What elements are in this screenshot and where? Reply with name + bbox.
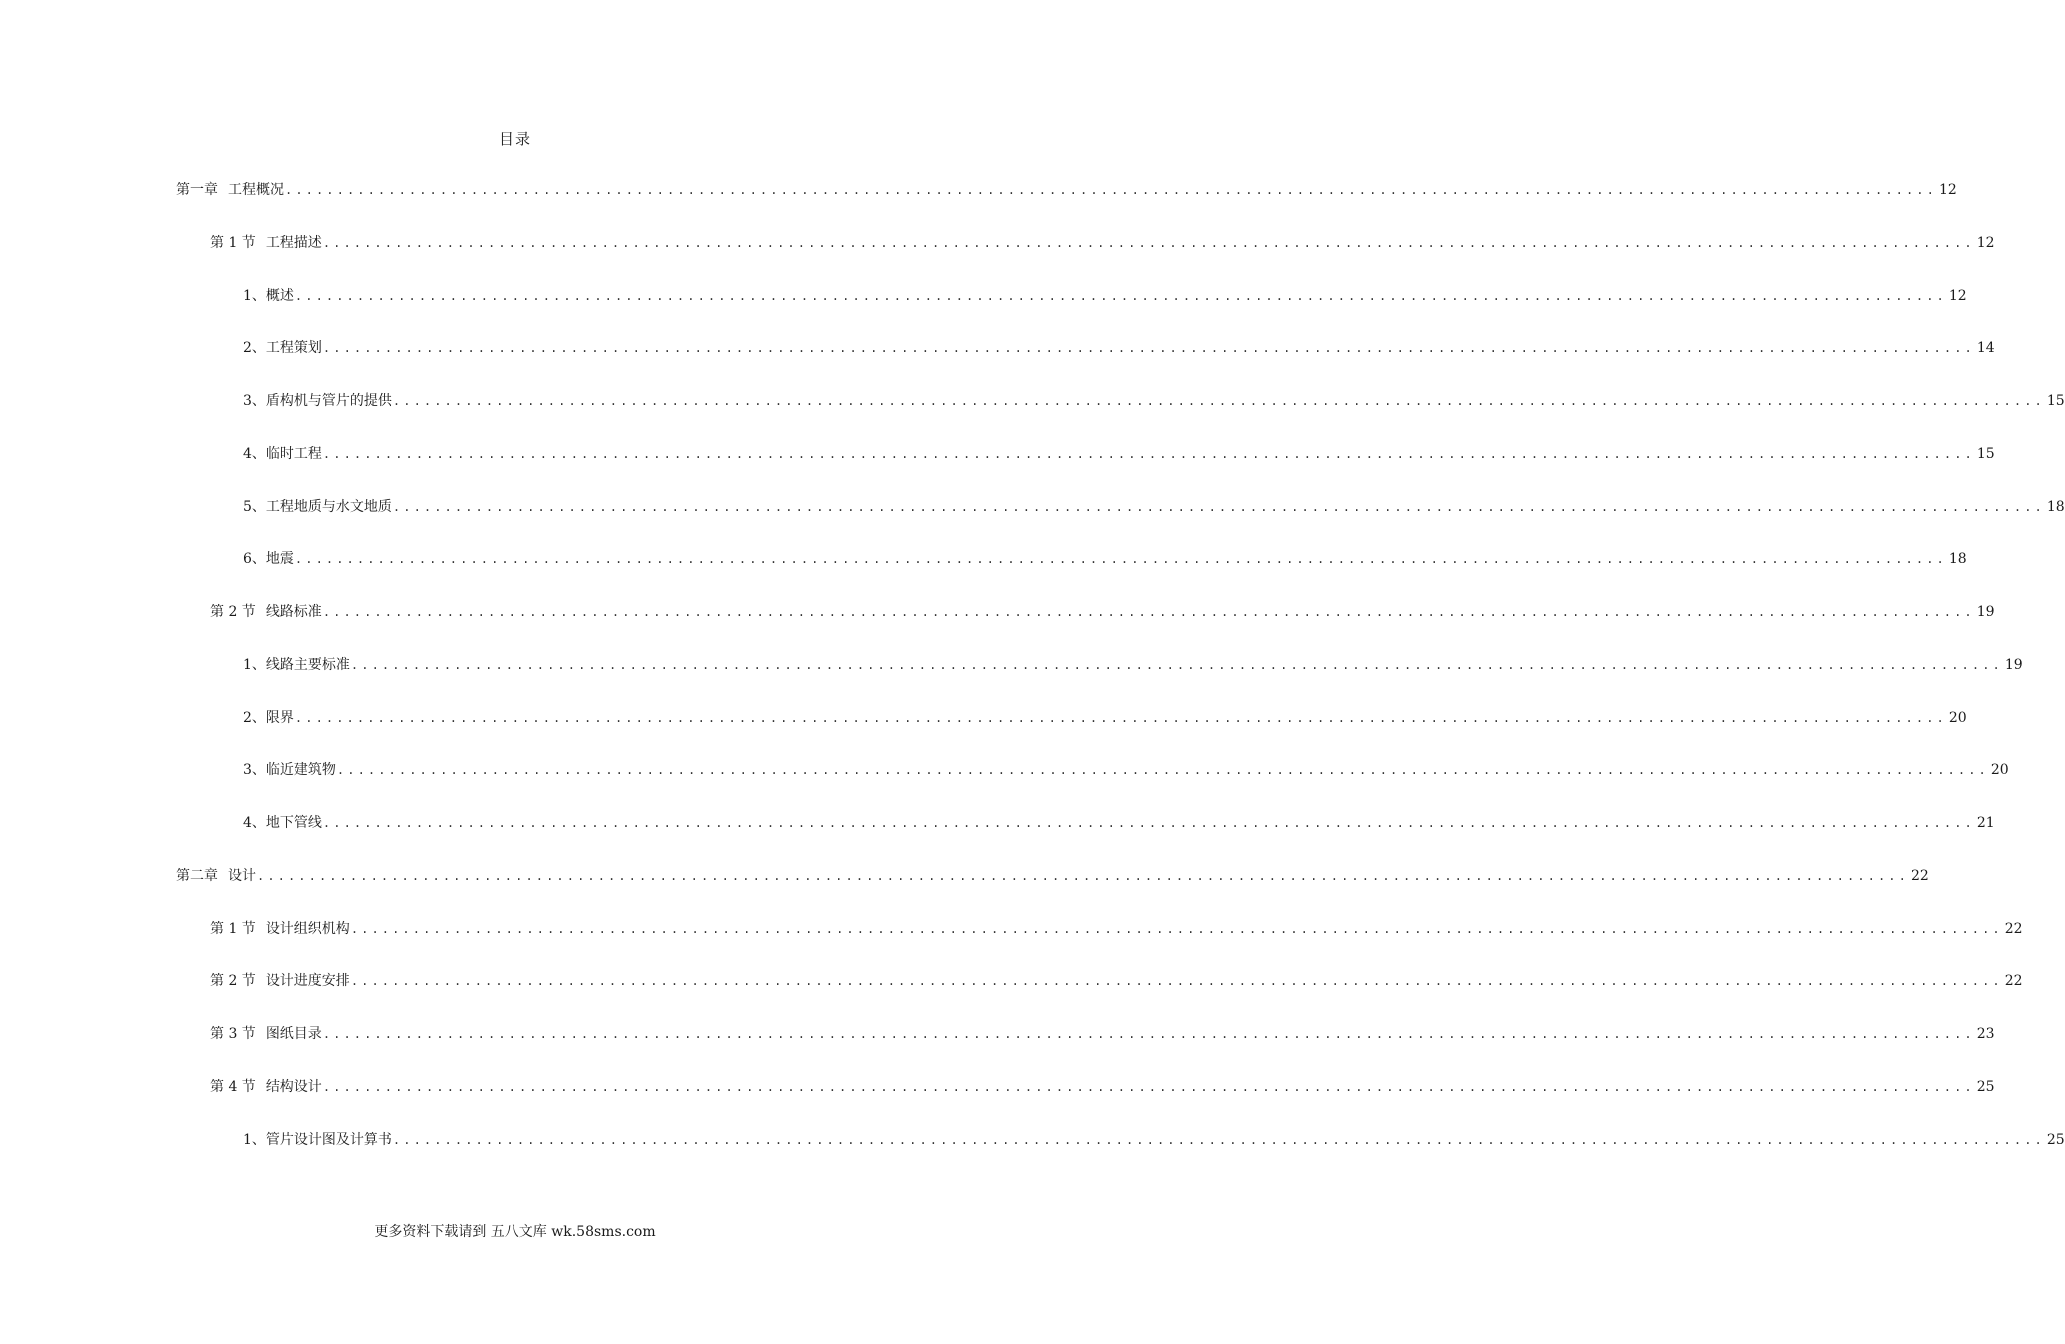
toc-entry-page: 20 — [1948, 709, 1967, 726]
toc-entry-page: 12 — [1976, 234, 1995, 251]
toc-entry-label: 管片设计图及计算书 — [265, 1131, 392, 1148]
toc-entry[interactable] — [210, 1076, 1995, 1098]
toc-dot-leader: ................................................................................................................................................................ — [392, 499, 2045, 514]
toc-entry-number: 第 2 节 — [210, 973, 256, 990]
toc-entry-number: 第 1 节 — [210, 234, 256, 251]
toc-entry-label: 设计 — [228, 867, 256, 884]
toc-entry-page: 21 — [1976, 815, 1995, 831]
toc-dot-leader: ................................................................................................................................................................ — [294, 710, 1947, 725]
toc-dot-leader: ................................................................................................................................................................ — [285, 183, 1937, 197]
toc-dot-leader: ................................................................................................................................................................ — [392, 394, 2045, 408]
toc-entry[interactable] — [243, 390, 2065, 412]
toc-entry-label: 限界 — [265, 709, 294, 726]
toc-entry-page: 22 — [1910, 867, 1929, 884]
toc-dot-leader: ................................................................................................................................................................ — [322, 446, 1975, 461]
toc-entry[interactable] — [243, 285, 1967, 307]
footer-note[interactable]: 更多资料下载请到 五八文库 wk.58sms.com — [374, 1224, 656, 1240]
toc-dot-leader: ................................................................................................................................................................ — [350, 657, 2003, 672]
toc-entry-number: 1、 — [243, 1131, 266, 1148]
toc-entry-label: 地下管线 — [265, 815, 322, 831]
toc-entry-label: 图纸目录 — [265, 1026, 322, 1042]
toc-entry-page: 12 — [1948, 287, 1967, 304]
toc-entry[interactable] — [243, 812, 1995, 834]
toc-entry-number: 2、 — [243, 709, 266, 726]
toc-entry-page: 25 — [1976, 1078, 1995, 1095]
toc-dot-leader: ................................................................................................................................................................ — [322, 235, 1975, 250]
toc-dot-leader: ................................................................................................................................................................ — [257, 868, 1909, 883]
toc-entry[interactable] — [210, 601, 1995, 623]
toc-dot-leader: ................................................................................................................................................................ — [322, 1079, 1975, 1094]
toc-entry[interactable] — [176, 179, 1957, 201]
toc-entry-page: 22 — [2004, 973, 2023, 990]
toc-entry-number: 第 2 节 — [210, 604, 256, 620]
toc-entry-number: 2、 — [243, 340, 266, 357]
toc-entry-number: 1、 — [243, 656, 266, 673]
toc-entry[interactable] — [243, 443, 1995, 465]
toc-dot-leader: ................................................................................................................................................................ — [322, 605, 1975, 619]
toc-entry[interactable] — [243, 1129, 2065, 1151]
toc-entry[interactable] — [243, 707, 1967, 729]
toc-entry-page: 25 — [2046, 1131, 2065, 1148]
toc-entry-page: 22 — [2004, 920, 2023, 937]
toc-entry-page: 18 — [2046, 498, 2065, 515]
toc-entry[interactable] — [243, 548, 1967, 570]
toc-entry-number: 1、 — [243, 287, 266, 304]
toc-entry-number: 第 3 节 — [210, 1026, 256, 1042]
toc-entry-page: 15 — [1976, 445, 1995, 462]
toc-dot-leader: ................................................................................................................................................................ — [322, 1027, 1975, 1041]
toc-entry-page: 19 — [2004, 656, 2023, 673]
toc-entry[interactable] — [210, 918, 2023, 940]
toc-entry[interactable] — [210, 232, 1995, 254]
toc-entry-label: 临时工程 — [265, 445, 322, 462]
toc-dot-leader: ................................................................................................................................................................ — [350, 974, 2003, 989]
toc-entry[interactable] — [176, 865, 1929, 887]
toc-entry-label: 线路标准 — [265, 604, 322, 620]
toc-entry-label: 设计组织机构 — [265, 920, 350, 937]
toc-entry-number: 4、 — [243, 445, 266, 462]
toc-entry-number: 6、 — [243, 551, 266, 568]
toc-entry-page: 18 — [1948, 551, 1967, 568]
toc-entry-page: 23 — [1976, 1026, 1995, 1042]
toc-entry-page: 15 — [2046, 393, 2065, 409]
toc-entry-label: 工程地质与水文地质 — [265, 498, 392, 515]
toc-dot-leader: ................................................................................................................................................................ — [336, 763, 1989, 778]
toc-title: 目录 — [498, 130, 531, 148]
toc-entry-number: 第 4 节 — [210, 1078, 256, 1095]
toc-entry-label: 盾构机与管片的提供 — [265, 393, 392, 409]
toc-entry-page: 20 — [1990, 762, 2009, 779]
toc-entry-page: 19 — [1976, 604, 1995, 620]
toc-entry-number: 4、 — [243, 815, 266, 831]
toc-entry[interactable] — [243, 654, 2023, 676]
toc-entry-page: 14 — [1976, 340, 1995, 357]
toc-entry-label: 工程描述 — [265, 234, 322, 251]
toc-dot-leader: ................................................................................................................................................................ — [294, 288, 1947, 303]
toc-dot-leader: ................................................................................................................................................................ — [322, 341, 1975, 356]
toc-dot-leader: ................................................................................................................................................................ — [392, 1132, 2045, 1147]
toc-entry[interactable] — [210, 1023, 1995, 1045]
toc-entry-page: 12 — [1938, 182, 1957, 198]
toc-entry-label: 设计进度安排 — [265, 973, 350, 990]
toc-entry-number: 第一章 — [176, 182, 218, 198]
toc-entry-label: 工程概况 — [228, 182, 284, 198]
toc-entry-number: 第二章 — [176, 867, 218, 884]
toc-entry-number: 3、 — [243, 762, 266, 779]
toc-entry-label: 结构设计 — [265, 1078, 322, 1095]
toc-entry-number: 第 1 节 — [210, 920, 256, 937]
toc-entry-label: 工程策划 — [265, 340, 322, 357]
toc-dot-leader: ................................................................................................................................................................ — [350, 921, 2003, 936]
toc-entry-number: 3、 — [243, 393, 266, 409]
toc-dot-leader: ................................................................................................................................................................ — [294, 552, 1947, 567]
toc-entry-label: 临近建筑物 — [265, 762, 336, 779]
toc-entry-number: 5、 — [243, 498, 266, 515]
toc-dot-leader: ................................................................................................................................................................ — [322, 816, 1975, 830]
toc-entry[interactable] — [210, 970, 2023, 992]
toc-entry-label: 线路主要标准 — [265, 656, 350, 673]
toc-entry-label: 概述 — [265, 287, 294, 304]
toc-entry[interactable] — [243, 337, 1995, 359]
toc-entry-label: 地震 — [265, 551, 294, 568]
toc-entry[interactable] — [243, 759, 2009, 781]
toc-entry[interactable] — [243, 496, 2065, 518]
